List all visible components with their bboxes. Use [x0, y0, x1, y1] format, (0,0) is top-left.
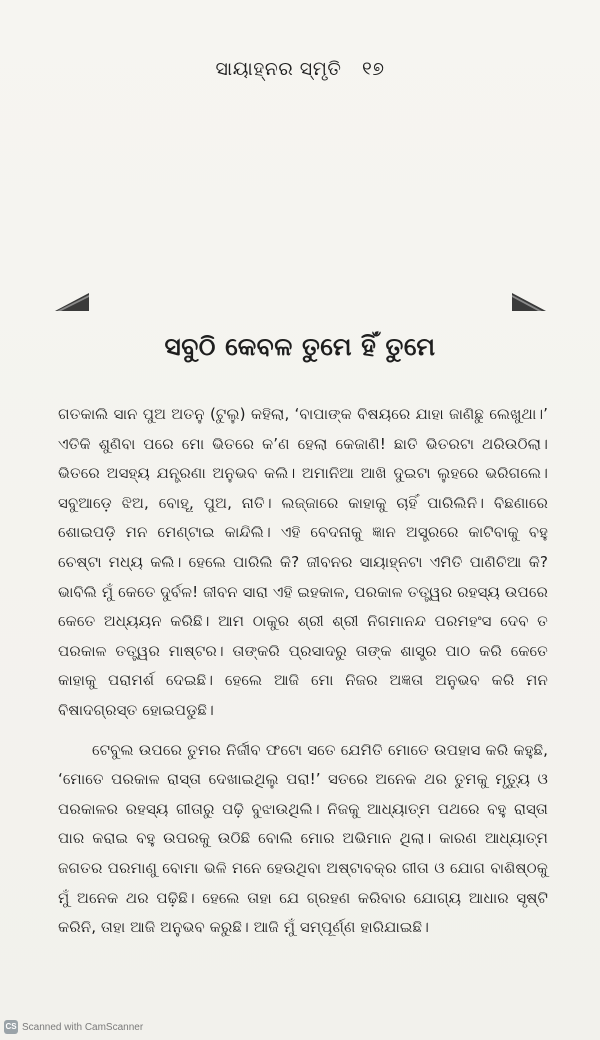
scanner-footer: [4, 1020, 143, 1034]
paragraph-1: ଗତକାଲି ସାନ ପୁଅ ଅତନୁ (ଟୁଲୁ) କହିଲା, ‘ବାପାଙ୍କ ବିଷୟରେ ଯାହା ଜାଣିଛୁ ଲେଖୁଥା।’ ଏତିକି ଶୁଣିବା ପରେ ମୋ ଭିତରେ କ’ଣ ହେଲା କେଜାଣି! ଛାତି ଭିତରଟା ଥରିଉଠିଲା। ଭିତରେ ଅସହ୍ୟ ଯନ୍ତ୍ରଣା ଅନୁଭବ କଲି। ଅମାନିଆ ଆଖି ଦୁଇଟା ଲୁହରେ ଭରିଗଲେ। ସବୁଆଡ଼େ ଝିଅ, ବୋହୂ, ପୁଅ, ନାତି। ଲଜ୍ଜାରେ କାହାକୁ ଚାହିଁ ପାରିଲିନି। ବିଛଣାରେ ଶୋଇପଡ଼ି ମନ ମେଣ୍ଟାଇ କାନ୍ଦିଲି। ଏହି ବେଦନାକୁ ଜ୍ଞାନ ଅସ୍ତ୍ରରେ କାଟିବାକୁ ବହୁ ଚେଷ୍ଟା ମଧ୍ୟ କଲି। ହେଲେ ପାରିଲି କି? ଜୀବନର ସାୟାହ୍ନଟା ଏମିତି ପାଣିଚିଆ କି? ଭାବିଲି ମୁଁ କେତେ ଦୁର୍ବଳ! ଜୀବନ ସାରା ଏହି ଇହକାଳ, ପରକାଳ ତତ୍ତ୍ୱର ରହସ୍ୟ ଉପରେ କେତେ ଅଧ୍ୟୟନ କରିଛି। ଆମ ଠାକୁର ଶ୍ରୀ ଶ୍ରୀ ନିଗମାନନ୍ଦ ପରମହଂସ ଦେବ ତ ପରକାଳ ତତ୍ତ୍ୱର ମାଷ୍ଟର। ତାଙ୍କରି ପ୍ରସାଦରୁ ତାଙ୍କ ଶାସ୍ତ୍ର ପାଠ କରି କେତେ କାହାକୁ ପରାମର୍ଶ ଦେଇଛି। ହେଲେ ଆଜି ମୋ ନିଜର ଅଜ୍ଞତା ଅନୁଭବ କରି ମନ ବିଷାଦଗ୍ରସ୍ତ ହୋଇପଡୁଛି।: [58, 405, 548, 719]
camscanner-icon: CS: [4, 1020, 18, 1034]
chapter-title: ସବୁଠି କେବଳ ତୁମେ ହିଁ ତୁମେ: [164, 332, 436, 361]
body-text: [58, 400, 548, 943]
triangle-right-icon: [510, 289, 546, 313]
running-head-title: ସାୟାହ୍ନର ସ୍ମୃତି: [215, 58, 342, 80]
triangle-left-icon: [55, 289, 91, 313]
scanner-footer-text: Scanned with CamScanner: [22, 1021, 144, 1033]
paragraph-2: ଟେବୁଲ ଉପରେ ତୁମର ନିର୍ଜୀବ ଫଟୋ ସତେ ଯେମିତି ମୋତେ ଉପହାସ କରି କହୁଛି, ‘ମୋତେ ପରକାଳ ରାସ୍ତା ଦେଖାଇଥିଲୁ ପରା!’ ସତରେ ଅନେକ ଥର ତୁମକୁ ମୃତ୍ୟୁ ଓ ପରକାଳର ରହସ୍ୟ ଗୀତାରୁ ପଢ଼ି ବୁଝାଉଥିଲି। ନିଜକୁ ଆଧ୍ୟାତ୍ମ ପଥରେ ବହୁ ରାସ୍ତା ପାର କରାଇ ବହୁ ଉପରକୁ ଉଠିଛି ବୋଲି ମୋର ଅଭିମାନ ଥିଲା। କାରଣ ଆଧ୍ୟାତ୍ମ ଜଗତର ପରମାଣୁ ବୋମା ଭଳି ମନେ ହେଉଥିବା ଅଷ୍ଟାବକ୍ର ଗୀତା ଓ ଯୋଗ ବାଶିଷ୍ଠକୁ ମୁଁ ଅନେକ ଥର ପଢ଼ିଛି। ହେଲେ ତାହା ଯେ ଗ୍ରହଣ କରିବାର ଯୋଗ୍ୟ ଆଧାର ସୃଷ୍ଟି କରିନି, ତାହା ଆଜି ଅନୁଭବ କରୁଛି। ଆଜି ମୁଁ ସମ୍ପୂର୍ଣ୍ଣ ହାରିଯାଇଛି।: [58, 740, 548, 937]
running-head: [0, 58, 600, 80]
page-number: ୧୭: [362, 58, 385, 80]
